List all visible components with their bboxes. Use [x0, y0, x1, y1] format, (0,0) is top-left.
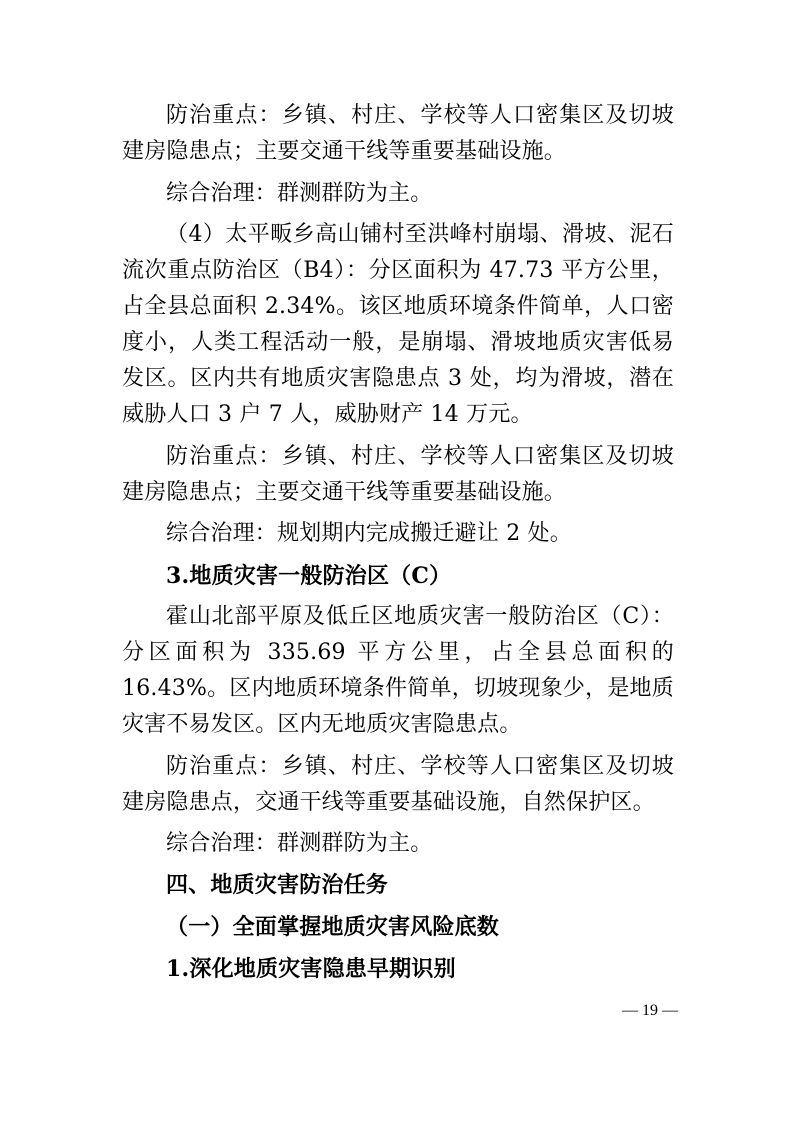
page-number: — 19 — — [622, 1002, 678, 1019]
heading-general-zone: 3.地质灾害一般防治区（C） — [166, 562, 452, 589]
paragraph-zone-c: 霍山北部平原及低丘区地质灾害一般防治区（C）：分区面积为 335.69 平方公里，占全县总面积的 16.43%。区内地质环境条件简单，切坡现象少，是地质灾害不易发区。区内无地质灾害隐患点。 — [122, 604, 674, 737]
paragraph-prevention-focus-b3: 防治重点：乡镇、村庄、学校等人口密集区及切坡建房隐患点；主要交通干线等重要基础设施。 — [122, 103, 674, 164]
heading-item-one: 1.深化地质灾害隐患早期识别 — [166, 955, 456, 982]
paragraph-prevention-focus-c: 防治重点：乡镇、村庄、学校等人口密集区及切坡建房隐患点，交通干线等重要基础设施，自然保护区。 — [122, 753, 674, 815]
paragraph-prevention-focus-b4: 防治重点：乡镇、村庄、学校等人口密集区及切坡建房隐患点；主要交通干线等重要基础设施。 — [122, 443, 674, 505]
paragraph-governance-b3: 综合治理：群测群防为主。 — [166, 180, 433, 206]
page-content — [122, 98, 674, 992]
heading-subsection-one: （一）全面掌握地质灾害风险底数 — [166, 914, 500, 940]
paragraph-zone-b4: （4）太平畈乡高山铺村至洪峰村崩塌、滑坡、泥石流次重点防治区（B4）：分区面积为 47.73 平方公里，占全县总面积 2.34%。该区地质环境条件简单，人口密度小，人类工程活动一般，是崩塌、滑坡地质灾害低易发区。区内共有地质灾害隐患点 3 处，均为滑坡，潜在威胁人口 3 户 7 人，威胁财产 14 万元。 — [122, 222, 674, 427]
paragraph-governance-c: 综合治理：群测群防为主。 — [166, 831, 433, 856]
paragraph-governance-b4: 综合治理：规划期内完成搬迁避让 2 处。 — [166, 521, 572, 546]
heading-section-four: 四、地质灾害防治任务 — [166, 872, 389, 898]
